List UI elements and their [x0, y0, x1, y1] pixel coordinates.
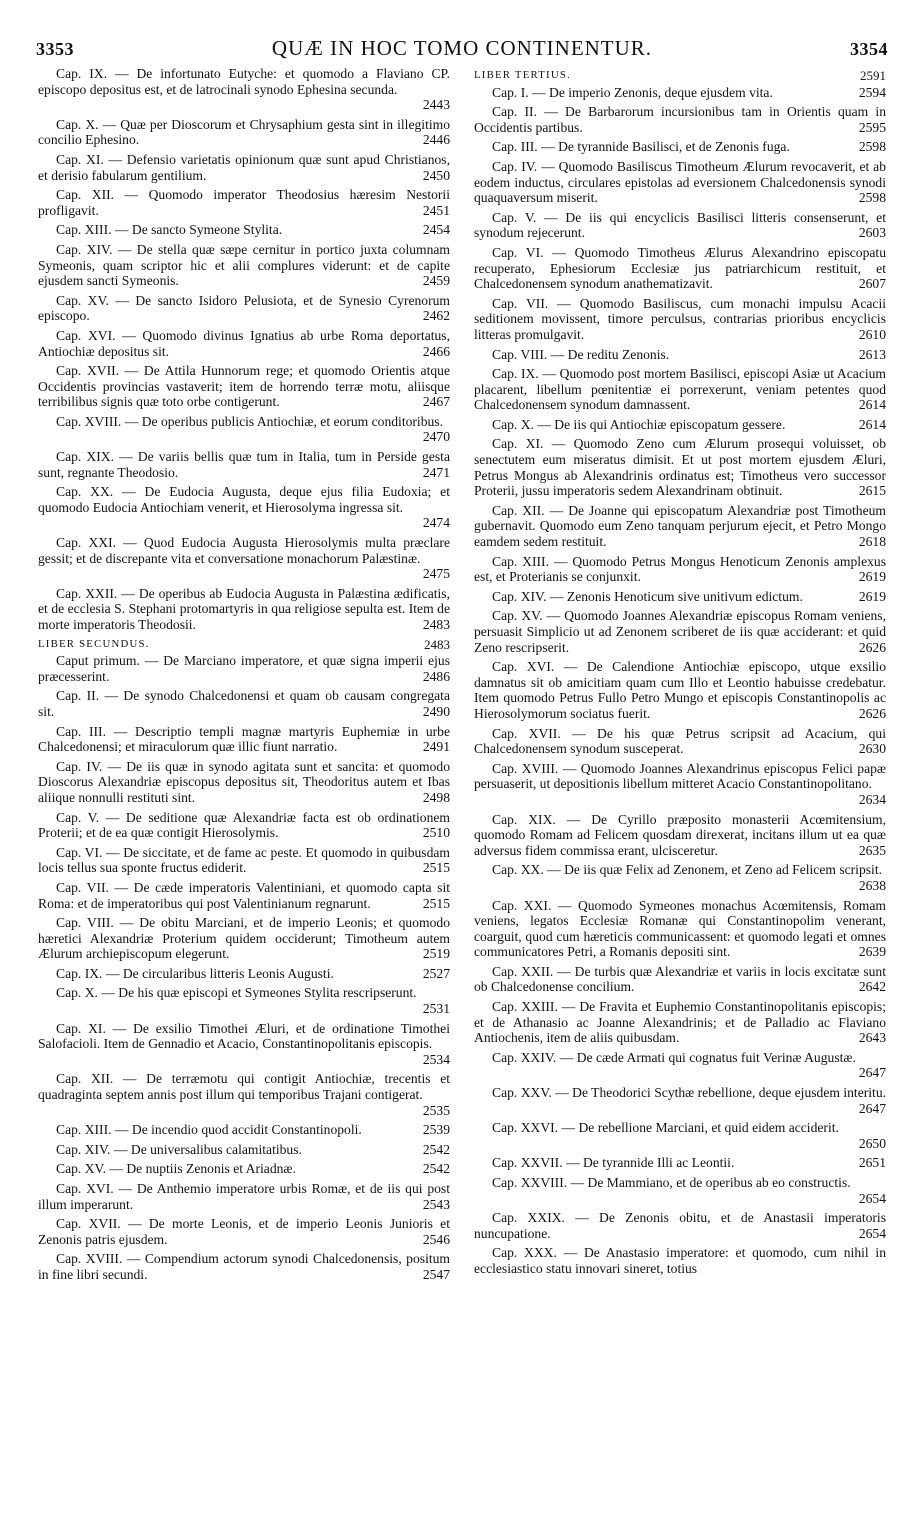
toc-entry-text: Cap. VII. — Quomodo Basiliscus, cum monachi impulsu Acacii seditionem movissent, timore perculsus, contrarias prioribus encyclicis litteras promulgavit. [474, 295, 886, 342]
entry-page-number: 2639 [858, 944, 886, 960]
entry-page-number: 2491 [422, 739, 450, 755]
toc-entry [38, 688, 450, 719]
entry-page-number: 2618 [858, 534, 886, 550]
toc-entry-text: Cap. XIV. — De universalibus calamitatibus. [56, 1141, 302, 1157]
book-heading-label: LIBER TERTIUS. [474, 69, 571, 81]
toc-entry [474, 608, 886, 655]
left-page-number: 3353 [36, 39, 74, 59]
toc-entry-text: Cap. XVIII. — Compendium actorum synodi Chalcedonensis, positum in fine libri secundi. [38, 1251, 450, 1282]
toc-entry [474, 589, 886, 605]
right-column [474, 66, 886, 1281]
toc-entry-text: Cap. II. — De Barbarorum incursionibus tam in Orientis quam in Occidentis partibus. [474, 104, 886, 135]
toc-entry-text: Cap. V. — De iis qui encyclicis Basilisci litteris consenserunt, et synodum rejecerunt. [474, 209, 886, 241]
entry-page-number: 2614 [858, 416, 886, 432]
toc-entry [474, 436, 886, 498]
toc-entry-text: Cap. XIII. — De sancto Symeone Stylita. [56, 222, 283, 238]
toc-entry [474, 726, 886, 757]
toc-entry [38, 484, 450, 531]
toc-entry-text: Cap. X. — De his quæ episcopi et Symeones Stylita rescripserunt. [56, 985, 417, 1001]
entry-page-number: 2490 [422, 703, 450, 719]
entry-page-number: 2519 [422, 946, 450, 962]
toc-entry [38, 1216, 450, 1247]
entry-page-number: 2610 [858, 326, 886, 342]
toc-entry [474, 964, 886, 995]
toc-entry [474, 862, 886, 893]
toc-entry-text: Cap. XXVI. — De rebellione Marciani, et quid eidem acciderit. [492, 1120, 839, 1136]
entry-page-number: 2466 [422, 343, 450, 359]
toc-entry [474, 417, 886, 433]
toc-entry-text: Cap. III. — Descriptio templi magnæ martyris Euphemiæ in urbe Chalcedonensi; et miraculorum quæ illic fiunt narratio. [38, 723, 450, 755]
toc-entry [38, 759, 450, 806]
toc-entry [474, 85, 886, 101]
toc-entry-text: Cap. XV. — De nuptiis Zenonis et Ariadnæ. [56, 1161, 296, 1177]
toc-entry [38, 586, 450, 633]
entry-page-number: 2654 [858, 1190, 886, 1206]
toc-entry-text: Cap. XXV. — De Theodorici Scythæ rebellione, deque ejusdem interitu. [492, 1085, 887, 1101]
toc-entry-text: Cap. XIX. — De variis bellis quæ tum in Italia, tum in Perside gesta sunt, regnante Theodosio. [38, 449, 450, 480]
toc-entry [474, 812, 886, 859]
toc-entry [474, 1120, 886, 1151]
toc-entry [38, 117, 450, 148]
toc-entry [38, 915, 450, 962]
toc-entry [474, 554, 886, 585]
toc-entry-text: Cap. VI. — De siccitate, et de fame ac peste. Et quomodo in quibusdam locis tellus sua sponte fructus ediderit. [38, 844, 450, 876]
toc-entry [474, 210, 886, 241]
entry-page-number: 2647 [858, 1100, 886, 1116]
entry-page-number: 2470 [422, 429, 450, 445]
toc-entry-text: Cap. XXII. — De turbis quæ Alexandriæ et variis in locis excitatæ sunt ob Chalcedonense concilium. [474, 963, 886, 995]
toc-entry [474, 1050, 886, 1081]
toc-entry [474, 139, 886, 155]
entry-page-number: 2613 [858, 346, 886, 362]
toc-entry-text: Cap. XIX. — De Cyrillo præposito monasterii Acœmitensium, quomodo Romam ad Felicem quosdam direxerat, incitans illum ut ea quæ adversus fidem commissa erant, ulcisceretur. [474, 811, 886, 858]
entry-page-number: 2446 [422, 132, 450, 148]
toc-entry-text: Cap. XVII. — De Attila Hunnorum rege; et quomodo Orientis atque Occidentis provincias vastaverit; item de horrendo terræ motu, aliisque terribilibus signis quæ toto orbe contigerunt. [38, 363, 450, 410]
toc-entry-text: Cap. XVI. — De Anthemio imperatore urbis Romæ, et de iis qui post illum imperarunt. [38, 1181, 450, 1212]
toc-entry [38, 1161, 450, 1177]
toc-entry-text: Cap. XVII. — De his quæ Petrus scripsit ad Acacium, qui Chalcedonensem synodum susceperat. [474, 725, 886, 757]
toc-entry [474, 366, 886, 413]
entry-page-number: 2515 [422, 860, 450, 876]
entry-page-number: 2467 [422, 394, 450, 410]
toc-entry-text: Cap. XX. — De iis quæ Felix ad Zenonem, et Zeno ad Felicem scripsit. [492, 862, 882, 878]
entry-page-number: 2626 [858, 705, 886, 721]
entry-page-number: 2630 [858, 741, 886, 757]
toc-entry-text: Cap. XV. — Quomodo Joannes Alexandriæ episcopus Romam veniens, persuasit Simplicio ut ad Zenonem scriberet de iis quæ acciderant: et quid Zeno rescripserit. [474, 608, 886, 655]
entry-page-number: 2451 [422, 202, 450, 218]
entry-page-number: 2647 [858, 1065, 886, 1081]
entry-page-number: 2543 [422, 1196, 450, 1212]
entry-page-number: 2598 [858, 139, 886, 155]
toc-entry-text: Cap. XXIX. — De Zenonis obitu, et de Anastasii imperatoris nuncupatione. [474, 1210, 886, 1241]
entry-page-number: 2483 [422, 617, 450, 632]
toc-entry [38, 1142, 450, 1158]
entry-page-number: 2454 [422, 222, 450, 238]
toc-entry [474, 296, 886, 343]
toc-entry [474, 999, 886, 1046]
toc-entry-text: Cap. XI. — Quomodo Zeno cum Ælurum prosequi voluisset, ob senectutem eum miseratus dimisit. Et ut post mortem ejusdem Æluri, Petrus Mongus ab Alexandrinis ordinatus est; Timotheus vero successor Proterii, jussu imperatoris sedem Alexandrinam obtinuit. [474, 436, 886, 499]
toc-entry-text: Cap. V. — De seditione quæ Alexandriæ facta est ob ordinationem Proterii; et de ea quæ contigit Hierosolymis. [38, 809, 450, 841]
toc-entry-text: Cap. XVII. — De morte Leonis, et de imperio Leonis Junioris et Zenonis patris ejusdem. [38, 1216, 450, 1247]
entry-page-number: 2459 [422, 273, 450, 289]
toc-entry-text: Cap. XXI. — Quomodo Symeones monachus Acœmitensis, Romam veniens, legatos Ecclesiæ Romanæ qui Constantinopolim venerant, coarguit, quod cum hæreticis communicassent: et quomodo legati et omnes communicatores Petri, a Romanis depositi sint. [474, 897, 886, 960]
toc-entry-text: Cap. VIII. — De reditu Zenonis. [492, 346, 670, 362]
toc-entry-text: Cap. XVIII. — Quomodo Joannes Alexandrinus episcopus Felici papæ persuaserit, ut depositionis libellum mitteret Acacio Constantinopolitano. [474, 760, 886, 792]
entry-page-number: 2650 [858, 1135, 886, 1151]
running-title: QUÆ IN HOC TOMO CONTINENTUR. [271, 36, 653, 60]
toc-entry [474, 898, 886, 960]
toc-entry [38, 152, 450, 183]
entry-page-number: 2474 [422, 515, 450, 531]
entry-page-number: 2462 [422, 308, 450, 324]
toc-entry-text: Cap. XII. — Quomodo imperator Theodosius hæresim Nestorii profligavit. [38, 187, 450, 218]
entry-page-number: 2542 [422, 1141, 450, 1157]
toc-entry [38, 966, 450, 982]
running-header [36, 36, 888, 62]
entry-page-number: 2539 [422, 1122, 450, 1138]
entry-page-number: 2546 [422, 1231, 450, 1247]
entry-page-number: 2483 [424, 636, 450, 652]
toc-entry-text: Cap. XVI. — Quomodo divinus Ignatius ab urbe Roma deportatus, Antiochiæ depositus sit. [38, 327, 450, 359]
toc-entry-text: Cap. XX. — De Eudocia Augusta, deque ejus filia Eudoxia; et quomodo Eudocia Antiochiam venerit, et Hierosolyma ingressa sit. [38, 484, 450, 515]
entry-page-number: 2515 [422, 895, 450, 911]
entry-page-number: 2531 [422, 1001, 450, 1017]
toc-entry-text: Cap. IX. — De infortunato Eutyche: et quomodo a Flaviano CP. episcopo depositus est, et de latrocinali synodo Ephesina secunda. [38, 66, 450, 97]
toc-entry [38, 1251, 450, 1282]
toc-entry-text: Cap. I. — De imperio Zenonis, deque ejusdem vita. [492, 84, 773, 100]
toc-entry-text: Cap. XXI. — Quod Eudocia Augusta Hierosolymis multa præclare gessit; et de discrepante vita et conversatione monachorum Palæstinæ. [38, 535, 450, 566]
toc-entry-text: Cap. XIV. — De stella quæ sæpe cernitur in portico juxta columnam Symeonis, quam scriptor hic et alii complures viderunt: et de capite ejusdem sancti Symeonis. [38, 241, 450, 289]
entry-page-number: 2486 [422, 668, 450, 684]
entry-page-number: 2498 [422, 789, 450, 805]
toc-entry [38, 449, 450, 480]
entry-page-number: 2535 [422, 1102, 450, 1118]
entry-page-number: 2654 [858, 1225, 886, 1241]
toc-entry [38, 1122, 450, 1138]
toc-entry-text: Cap. VI. — Quomodo Timotheus Ælurus Alexandrino episcopatu recuperato, Ephesiorum Ecclesiæ jus patriarchicum restituit, et Chalcedonensem synodum anathematizavit. [474, 244, 886, 292]
right-page-number: 3354 [849, 39, 888, 59]
toc-entry [38, 653, 450, 684]
entry-page-number: 2614 [858, 397, 886, 413]
toc-entry [474, 503, 886, 550]
toc-entry [38, 414, 450, 445]
toc-entry [474, 1210, 886, 1241]
left-column [38, 66, 450, 1287]
toc-entry-text: Cap. VIII. — De obitu Marciani, et de imperio Leonis; et quomodo hæretici Alexandriæ Proterium quidem occiderunt; Timotheum autem Ælurum archiepiscopum elegerunt. [38, 915, 450, 962]
entry-page-number: 2635 [858, 842, 886, 858]
entry-page-number: 2591 [860, 68, 886, 83]
toc-entry-text: Cap. XII. — De terræmotu qui contigit Antiochiæ, trecentis et quadraginta septem annis post illum qui temporibus Trajani contigerat. [38, 1071, 450, 1103]
toc-entry [38, 1071, 450, 1118]
toc-entry-text: Cap. XIII. — Quomodo Petrus Mongus Henoticum Zenonis amplexus est, et Proterianis se conjunxit. [474, 553, 886, 585]
toc-entry [38, 535, 450, 582]
toc-entry-text: Cap. XIV. — Zenonis Henoticum sive unitivum edictum. [492, 588, 803, 604]
entry-page-number: 2638 [858, 877, 886, 893]
toc-entry-text: Cap. X. — De iis qui Antiochiæ episcopatum gessere. [492, 416, 786, 432]
entry-page-number: 2598 [858, 190, 886, 206]
entry-page-number: 2443 [422, 97, 450, 113]
toc-entry-text: Cap. III. — De tyrannide Basilisci, et de Zenonis fuga. [492, 139, 790, 155]
toc-entry-text: Cap. XXIII. — De Fravita et Euphemio Constantinopolitanis episcopis; et de Athanasio ac Joanne Alexandrinis; et de Palladio ac Flaviano Antiochenis, item de aliis quibusdam. [474, 999, 886, 1046]
entry-page-number: 2603 [858, 225, 886, 241]
book-heading [474, 68, 886, 84]
book-heading-label: LIBER SECUNDUS. [38, 637, 150, 650]
toc-entry-text: Cap. II. — De synodo Chalcedonensi et quam ob causam congregata sit. [38, 688, 450, 719]
toc-entry [474, 104, 886, 135]
toc-entry-text: Cap. XI. — Defensio varietatis opinionum quæ sunt apud Christianos, et derisio fabularum gentilium. [38, 151, 450, 183]
toc-entry [474, 159, 886, 206]
toc-entry [38, 880, 450, 911]
toc-entry-text: Cap. X. — Quæ per Dioscorum et Chrysaphium gesta sint in illegitimo concilio Ephesino. [38, 116, 450, 148]
toc-entry-text: Cap. XV. — De sancto Isidoro Pelusiota, et de Synesio Cyrenorum episcopo. [38, 292, 450, 324]
toc-entry [38, 845, 450, 876]
entry-page-number: 2607 [858, 276, 886, 292]
toc-entry-text: Cap. XVI. — De Calendione Antiochiæ episcopo, utque exsilio damnatus sit ob amicitiam quam cum Illo et Leontio habuisse credebatur. Item quomodo Petrus Fullo Petro Mungo et episcopis Constantinopolis ac Hierosolymorum sociatus fuerit. [474, 659, 886, 721]
toc-entry [38, 1181, 450, 1212]
toc-entry-text: Cap. XI. — De exsilio Timothei Æluri, et de ordinatione Timothei Salofacioli. Item de Gennadio et Acacio, Constantinopolitanis episcopis. [38, 1020, 450, 1052]
entry-page-number: 2634 [858, 791, 886, 807]
entry-page-number: 2510 [422, 825, 450, 841]
entry-page-number: 2527 [422, 965, 450, 981]
entry-page-number: 2547 [422, 1266, 450, 1282]
entry-page-number: 2643 [858, 1030, 886, 1046]
entry-page-number: 2595 [858, 119, 886, 135]
toc-entry [38, 363, 450, 410]
entry-page-number: 2651 [858, 1155, 886, 1171]
toc-entry-text: Cap. IV. — De iis quæ in synodo agitata sunt et sancita: et quomodo Dioscorus Alexandriæ episcopus depositus sit, Theodoritus autem et Ibas aliique nonnulli restituti sint. [38, 758, 450, 805]
toc-entry [474, 1155, 886, 1171]
entry-page-number: 2534 [422, 1051, 450, 1067]
toc-entry-text: Cap. XXVIII. — De Mammiano, et de operibus ab eo constructis. [492, 1175, 851, 1190]
toc-entry [474, 659, 886, 721]
toc-entry [474, 245, 886, 292]
entry-page-number: 2615 [858, 483, 886, 499]
toc-entry-text: Cap. VII. — De cæde imperatoris Valentiniani, et quomodo capta sit Roma: et de imperatoribus qui post Valentinianum regnarunt. [38, 879, 450, 911]
toc-entry [474, 347, 886, 363]
toc-entry [38, 328, 450, 359]
toc-entry-text: Cap. XIII. — De incendio quod accidit Constantinopoli. [56, 1122, 362, 1138]
book-heading [38, 637, 450, 653]
toc-entry-text: Cap. IX. — Quomodo post mortem Basilisci, episcopi Asiæ ut Acacium placarent, libellum pœnitentiæ ei porrexerunt, veniam petentes quod Chalcedonensem synodum damnassent. [474, 366, 886, 413]
toc-entry [38, 293, 450, 324]
toc-entry-text: Cap. IX. — De circularibus litteris Leonis Augusti. [56, 965, 334, 981]
toc-entry-text: Cap. XXX. — De Anastasio imperatore: et quomodo, cum nihil in ecclesiastico statu innovari sineret, totius [474, 1245, 886, 1276]
toc-entry [38, 222, 450, 238]
toc-entry-text: Cap. XII. — De Joanne qui episcopatum Alexandriæ post Timotheum gubernavit. Quomodo eum Zeno tanquam perjurum ejecit, et Petro Mongo eamdem sedem restituit. [474, 502, 886, 550]
entry-page-number: 2619 [858, 569, 886, 585]
toc-entry [38, 1021, 450, 1068]
toc-entry [474, 761, 886, 808]
toc-entry-text: Caput primum. — De Marciano imperatore, et quæ signa imperii ejus præcesserint. [38, 653, 450, 684]
entry-page-number: 2542 [422, 1161, 450, 1177]
toc-entry-text: Cap. IV. — Quomodo Basiliscus Timotheum Ælurum revocaverit, et ab eodem inductus, circulares epistolas ad eversionem Chalcedonensis synodi quaquaversum miserit. [474, 158, 886, 206]
entry-page-number: 2475 [422, 566, 450, 582]
toc-entry [38, 724, 450, 755]
toc-entry [38, 242, 450, 289]
toc-entry-text: Cap. XXVII. — De tyrannide Illi ac Leontii. [492, 1155, 735, 1171]
entry-page-number: 2450 [422, 167, 450, 183]
entry-page-number: 2642 [858, 979, 886, 995]
toc-entry [38, 187, 450, 218]
toc-entry-text: Cap. XVIII. — De operibus publicis Antiochiæ, et eorum conditoribus. [56, 413, 443, 429]
entry-page-number: 2471 [422, 464, 450, 480]
toc-entry [474, 1175, 886, 1206]
toc-entry [474, 1245, 886, 1276]
toc-entry [38, 810, 450, 841]
toc-entry [38, 66, 450, 113]
entry-page-number: 2619 [858, 588, 886, 604]
entry-page-number: 2626 [858, 639, 886, 655]
toc-entry-text: Cap. XXII. — De operibus ab Eudocia Augusta in Palæstina ædificatis, et de ecclesia S. Stephani protomartyris in qua religiose sepulta est. Item de morte imperatoris Theodosii. [38, 585, 450, 632]
toc-entry-text: Cap. XXIV. — De cæde Armati qui cognatus fuit Verinæ Augustæ. [492, 1049, 856, 1065]
toc-entry [38, 985, 450, 1016]
entry-page-number: 2594 [858, 84, 886, 100]
toc-entry [474, 1085, 886, 1116]
